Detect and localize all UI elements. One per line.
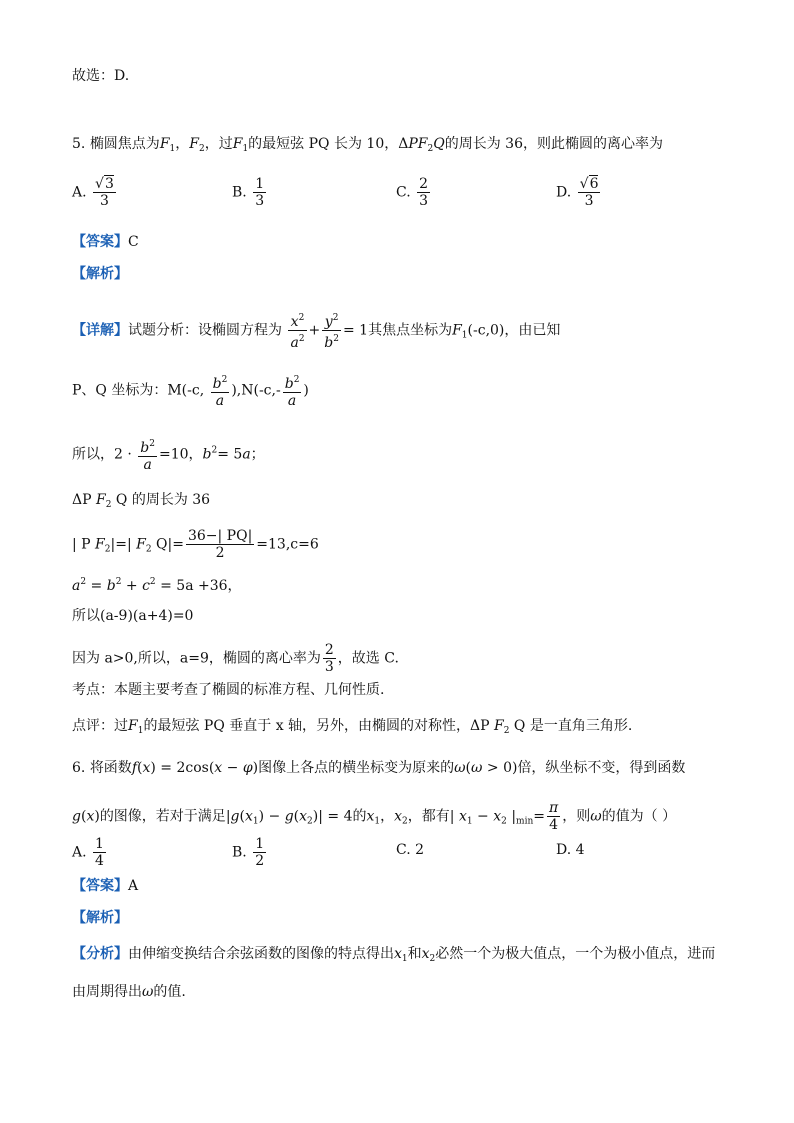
q6-analysis-label: 【解析】	[72, 910, 128, 926]
question-6: 6. 将函数f(x) = 2cos(x − φ)图像上各点的横坐标变为原来的ω(ω > 0)倍，纵坐标不变，得到函数	[72, 760, 686, 776]
answer-line: 【答案】C	[72, 234, 139, 250]
analysis-label: 【解析】	[72, 266, 128, 282]
question-5: 5. 椭圆焦点为$F_1$，$F_2$，过$F_1$的最短弦 PQ 长为 10，$\Delta PF_2Q$的周长为 36，则此椭圆的离心率为	[72, 136, 663, 154]
q6-option-a: A. $\frac{1}{4}$	[72, 836, 104, 869]
q6-fenxi-line: 【分析】由伸缩变换结合余弦函数的图像的特点得出$x_1$和$x_2$必然一个为极大值点，一个为极小值点，进而	[72, 946, 716, 964]
q6-option-c: C. 2	[396, 842, 425, 858]
option-c: C. $\frac{2}{3}$	[396, 176, 429, 209]
so-line: 所以，2 · $\frac{b^2}{a}$ =10，$b^2= 5a$；	[72, 436, 265, 473]
q6-fenxi-line2: 由周期得出ω的值.	[72, 984, 186, 1000]
option-d: D. $\frac{√6}{3}$	[556, 176, 599, 209]
q6-option-d: D. 4	[556, 842, 585, 858]
pq-coordinates: P、Q 坐标为：M(-c, $\frac{b^2}{a}$ ),N(-c,- $\frac{b^2}{a}$ )	[72, 372, 309, 409]
because-line: 因为 a>0,所以，a=9，椭圆的离心率为 $\frac{2}{3}$ ，故选 C.	[72, 642, 399, 675]
kaodian-line: 考点：本题主要考查了椭圆的标准方程、几何性质.	[72, 682, 385, 698]
q6-option-b: B. $\frac{1}{2}$	[232, 836, 265, 869]
detail-line: 【详解】试题分析：设椭圆方程为 $\frac{x^2}{a^2}$ + $\frac{y^2}{b^2}$ = 1其焦点坐标为$F_1(-c,0)$，由已知	[72, 310, 560, 351]
conclusion-line: 故选：D.	[72, 68, 130, 84]
perimeter-line: ΔP $F_2$ Q 的周长为 36	[72, 492, 211, 510]
dianping-line: 点评：过$F_1$的最短弦 PQ 垂直于 x 轴，另外，由椭圆的对称性，ΔP $F_2$ Q 是一直角三角形.	[72, 718, 633, 736]
question-number: 5.	[72, 136, 86, 152]
factor-line: 所以(a-9)(a+4)=0	[72, 608, 194, 624]
a-squared-line: $a^2 = b^2 + c^2 = 5a +36$，	[72, 577, 242, 594]
q6-answer-line: 【答案】A	[72, 878, 139, 894]
option-a: A. $\frac{√3}{3}$	[72, 176, 114, 209]
question-6-line2: g(x)的图像，若对于满足$|g(x_1) - g(x_2)| = 4$的$x_1$，$x_2$，都有| $x_1 - x_2$ $|_{min}=$ $\frac{\pi}{4}$ ，则ω的值为（ ）	[72, 800, 677, 833]
option-b: B. $\frac{1}{3}$	[232, 176, 265, 209]
pf-line: | P $F_2|=|$ $F_2$ Q|= $\frac{36-| PQ|}{2}$ =13,c=6	[72, 528, 319, 561]
